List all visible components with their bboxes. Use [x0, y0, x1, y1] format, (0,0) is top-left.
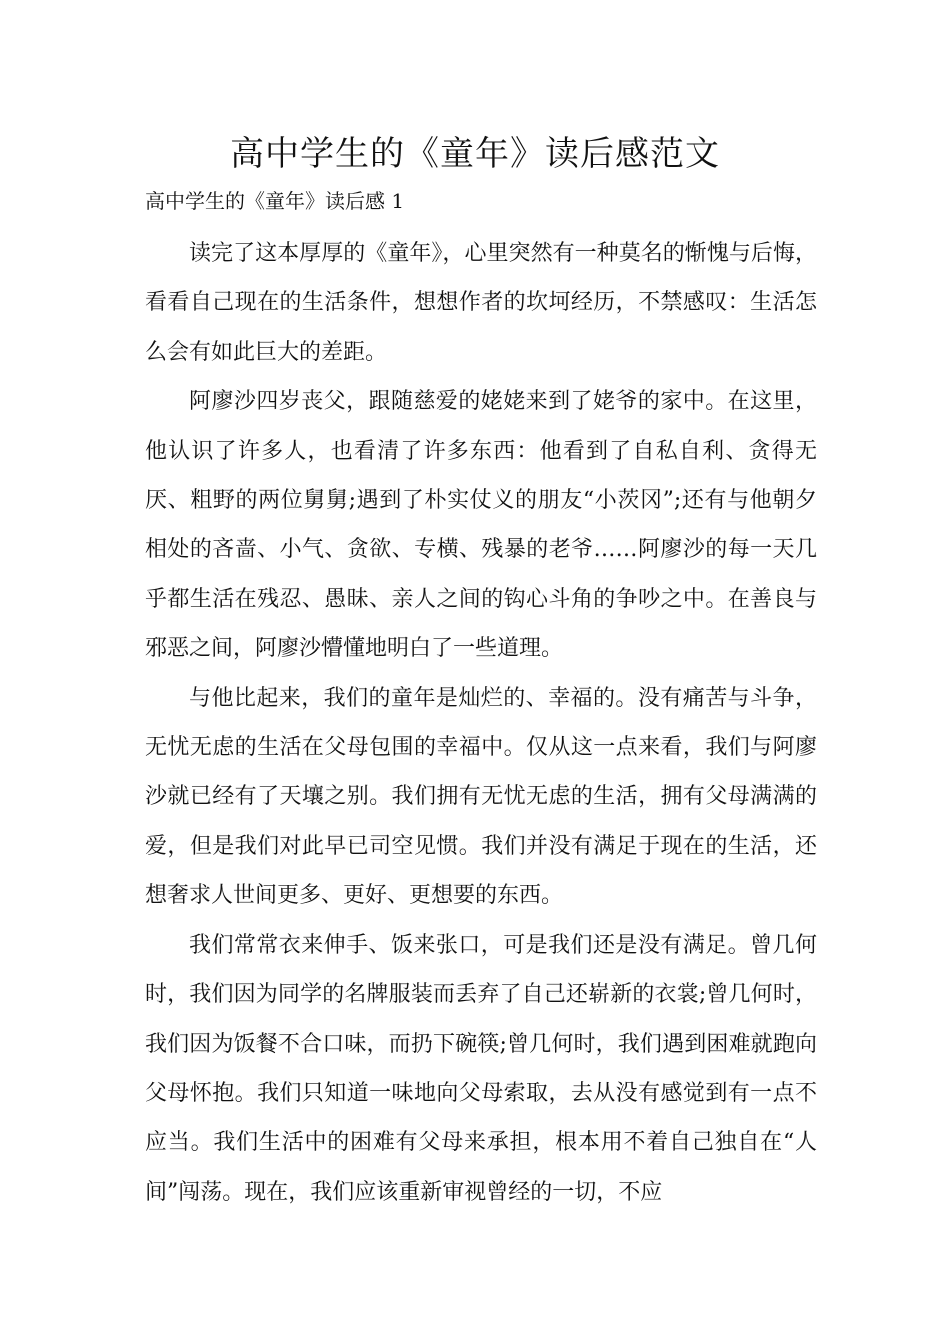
paragraph-4: 我们常常衣来伸手、饭来张口，可是我们还是没有满足。曾几何时，我们因为同学的名牌服装而丢弃了自己还崭新的衣裳;曾几何时，我们因为饭餐不合口味，而扔下碗筷;曾几何时，我们遇到困难就跑向父母怀抱。我们只知道一味地向父母索取，去从没有感觉到有一点不应当。我们生活中的困难有父母来承担，根本用不着自己独自在“人间”闯荡。现在，我们应该重新审视曾经的一切，不应 [145, 932, 817, 1205]
paragraph-3: 与他比起来，我们的童年是灿烂的、幸福的。没有痛苦与斗争，无忧无虑的生活在父母包围的幸福中。仅从这一点来看，我们与阿廖沙就已经有了天壤之别。我们拥有无忧无虑的生活，拥有父母满满的爱，但是我们对此早已司空见惯。我们并没有满足于现在的生活，还想奢求人世间更多、更好、更想要的东西。 [145, 685, 817, 909]
paragraph-1: 读完了这本厚厚的《童年》，心里突然有一种莫名的惭愧与后悔，看看自己现在的生活条件，想想作者的坎坷经历，不禁感叹：生活怎么会有如此巨大的差距。 [145, 241, 817, 365]
paragraph-2: 阿廖沙四岁丧父，跟随慈爱的姥姥来到了姥爷的家中。在这里，他认识了许多人，也看清了许多东西：他看到了自私自利、贪得无厌、粗野的两位舅舅;遇到了朴实仗义的朋友“小茨冈”;还有与他朝夕相处的吝啬、小气、贪欲、专横、残暴的老爷……阿廖沙的每一天几乎都生活在残忍、愚昧、亲人之间的钩心斗角的争吵之中。在善良与邪恶之间，阿廖沙懵懂地明白了一些道理。 [145, 389, 817, 662]
article-body [145, 229, 817, 1217]
section-heading: 高中学生的《童年》读后感 1 [145, 189, 405, 213]
document-title: 高中学生的《童年》读后感范文 [230, 134, 720, 174]
